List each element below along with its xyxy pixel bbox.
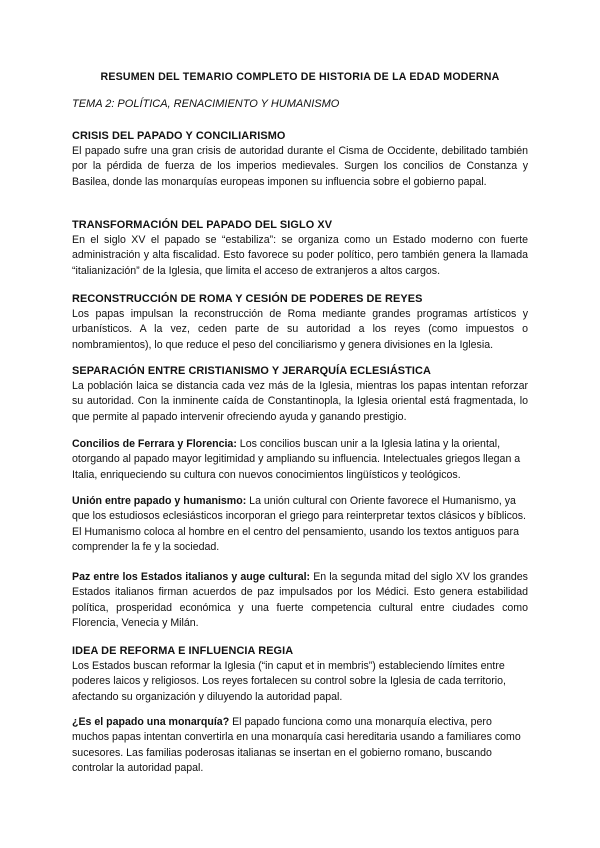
section-paz-estados-italianos [72, 570, 528, 631]
section-body: El papado sufre una gran crisis de autoridad durante el Cisma de Occidente, debilitado también por la pérdida de fuerza de los imperios medievales. Surgen los concilios de Constanza y Basilea, donde las monarquías europeas imponen su influencia sobre el gobierno papal. [72, 145, 528, 188]
section-heading: IDEA DE REFORMA E INFLUENCIA REGIA [72, 645, 294, 657]
section-body: La población laica se distancia cada vez más de la Iglesia, mientras los papas intentan reforzar su autoridad. Con la inminente caída de Constantinopla, la Iglesia oriental está fragmentada, lo que permite al papado intervenir ofreciendo ayuda y ganando prestigio. [72, 380, 528, 423]
section-body: Los papas impulsan la reconstrucción de Roma mediante grandes programas artísticos y urbanísticos. A la vez, ceden parte de su autoridad a los reyes (como impuestos o nombramientos), lo que reduce el peso del conciliarismo y genera divisiones en la Iglesia. [72, 308, 528, 351]
section-reconstruccion-roma [72, 292, 528, 353]
document-subtitle: TEMA 2: POLÍTICA, RENACIMIENTO Y HUMANISMO [72, 98, 340, 110]
section-paragraph [72, 715, 528, 776]
section-paragraph [72, 494, 528, 555]
paragraph-lead: Concilios de Ferrara y Florencia: [72, 438, 237, 450]
paragraph-lead: ¿Es el papado una monarquía? [72, 716, 230, 728]
paragraph-text: El papado funciona como una monarquía electiva, pero muchos papas intentan convertirla en una monarquía casi hereditaria usando a familiares como sucesores. Las familias poderosas italianas se insertan en el gobierno romano, buscando controlar la autoridad papal. [72, 716, 521, 774]
section-separacion-cristianismo [72, 364, 528, 425]
section-paragraph [72, 437, 528, 483]
paragraph-text: Los concilios buscan unir a la Iglesia latina y la oriental, otorgando al papado mayor legitimidad y ampliando su influencia. Intelectuales griegos llegan a Italia, enriqueciendo su cultura con nuevos conocimientos lingüísticos y teológicos. [72, 438, 521, 481]
section-transformacion-papado [72, 218, 528, 279]
section-heading: SEPARACIÓN ENTRE CRISTIANISMO Y JERARQUÍA ECLESIÁSTICA [72, 365, 431, 377]
section-papado-monarquia [72, 715, 528, 776]
section-body: En el siglo XV el papado se “estabiliza”: se organiza como un Estado moderno con fuerte administración y alta fiscalidad. Esto favorece su poder político, pero también genera la llamada “italianización” de la Iglesia, que limita el acceso de extranjeros a altos cargos. [72, 234, 528, 277]
section-heading: RECONSTRUCCIÓN DE ROMA Y CESIÓN DE PODERES DE REYES [72, 293, 423, 305]
section-concilios-ferrara [72, 437, 528, 483]
paragraph-text: La unión cultural con Oriente favorece el Humanismo, ya que los estudiosos eclesiásticos incorporan el griego para reinterpretar textos clásicos y bíblicos. El Humanismo coloca al hombre en el centro del pensamiento, usando los textos antiguos para comprender la fe y la sociedad. [72, 495, 526, 553]
paragraph-text: En la segunda mitad del siglo XV los grandes Estados italianos firman acuerdos de paz impulsados por los Médici. Esto genera estabilidad política, prosperidad económica y una fuerte competencia cultural entre ciudades como Florencia, Venecia y Milán. [72, 571, 528, 629]
section-reforma-influencia-regia [72, 644, 528, 705]
paragraph-lead: Paz entre los Estados italianos y auge cultural: [72, 571, 311, 583]
section-crisis-papado [72, 129, 528, 190]
document-title: RESUMEN DEL TEMARIO COMPLETO DE HISTORIA DE LA EDAD MODERNA [100, 71, 500, 83]
section-paragraph [72, 570, 528, 631]
section-papado-humanismo [72, 494, 528, 555]
paragraph-lead: Unión entre papado y humanismo: [72, 495, 247, 507]
section-body: Los Estados buscan reformar la Iglesia (“in caput et in membris”) estableciendo límites entre poderes laicos y religiosos. Los reyes fortalecen su control sobre la Iglesia de cada territorio, afectando su organización y diluyendo la autoridad papal. [72, 660, 506, 703]
section-heading: CRISIS DEL PAPADO Y CONCILIARISMO [72, 130, 286, 142]
section-heading: TRANSFORMACIÓN DEL PAPADO DEL SIGLO XV [72, 219, 333, 231]
